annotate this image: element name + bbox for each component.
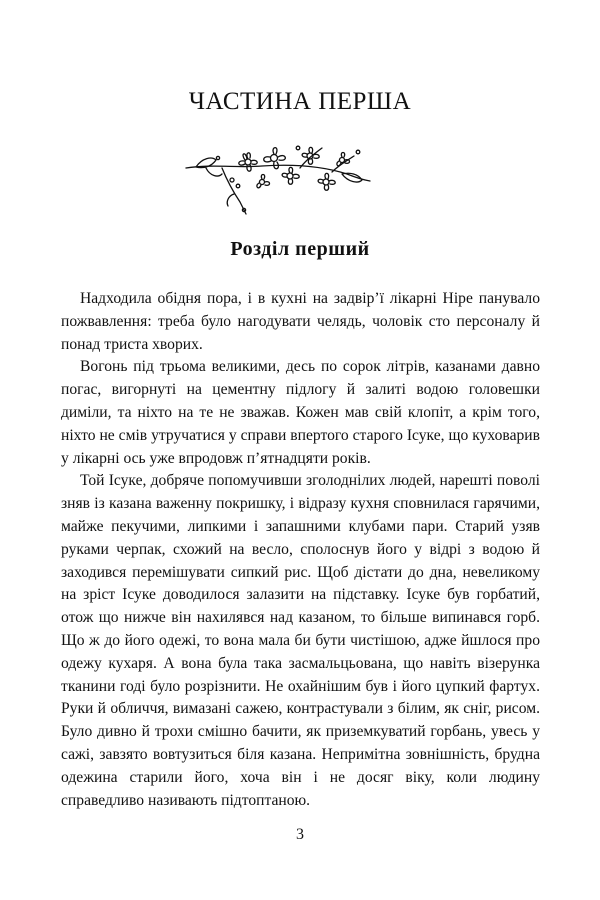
page-number: 3 xyxy=(296,826,304,843)
part-title: ЧАСТИНА ПЕРША xyxy=(188,88,412,115)
chapter-title: Розділ перший xyxy=(230,238,370,260)
cherry-blossom-branch-icon xyxy=(182,138,372,218)
paragraph: Надходила обідня пора, і в кухні на задвір’ї лікарні Ніре панувало пожвавлення: треба було нагодувати челядь, чоловік сто персоналу й понад триста хворих. xyxy=(61,290,540,353)
paragraph: Той Ісуке, добряче попомучивши зголоднілих людей, нарешті поволі зняв із казана важенну покришку, і відразу кухня сповнилася гарячими, майже пекучими, липкими і запашними клубами пари. Старий узяв руками черпак, схожий на весло, сполоснув його у відрі з водою й заходився перемішувати сипкий рис. Щоб дістати до дна, невеликому на зріст Ісуке доводилося залазити на підставку. Ісуке був горбатий, отож що нижче він нахилявся над казаном, то більше випинався горб. Що ж до його одежі, то вона мала би бути чистішою, адже йшлося про одежу кухаря. А вона була така засмальцьована, що навіть візерунка тканини годі було розрізнити. Не охайнішим був і його цупкий фартух. Руки й обличчя, вимазані сажею, контрастували з білим, як сніг, рисом. Було дивно й трохи смішно бачити, як приземкуватий горбань, увесь у сажі, завзято вовтузиться біля казана. Непримітна зовнішність, брудна одежина старили його, хоча він і не досяг віку, коли людину справедливо називають підтоптаною. xyxy=(61,472,540,809)
body-text xyxy=(61,288,540,812)
paragraph: Вогонь під трьома великими, десь по сорок літрів, казанами давно погас, вигорнуті на цементну підлогу й залиті водою головешки диміли, та ніхто на те не зважав. Кожен мав свій клопіт, а крім того, ніхто не смів утручатися у справи впертого старого Ісуке, що куховарив у лікарні ось уже впродовж п’ятнадцяти років. xyxy=(61,358,540,467)
